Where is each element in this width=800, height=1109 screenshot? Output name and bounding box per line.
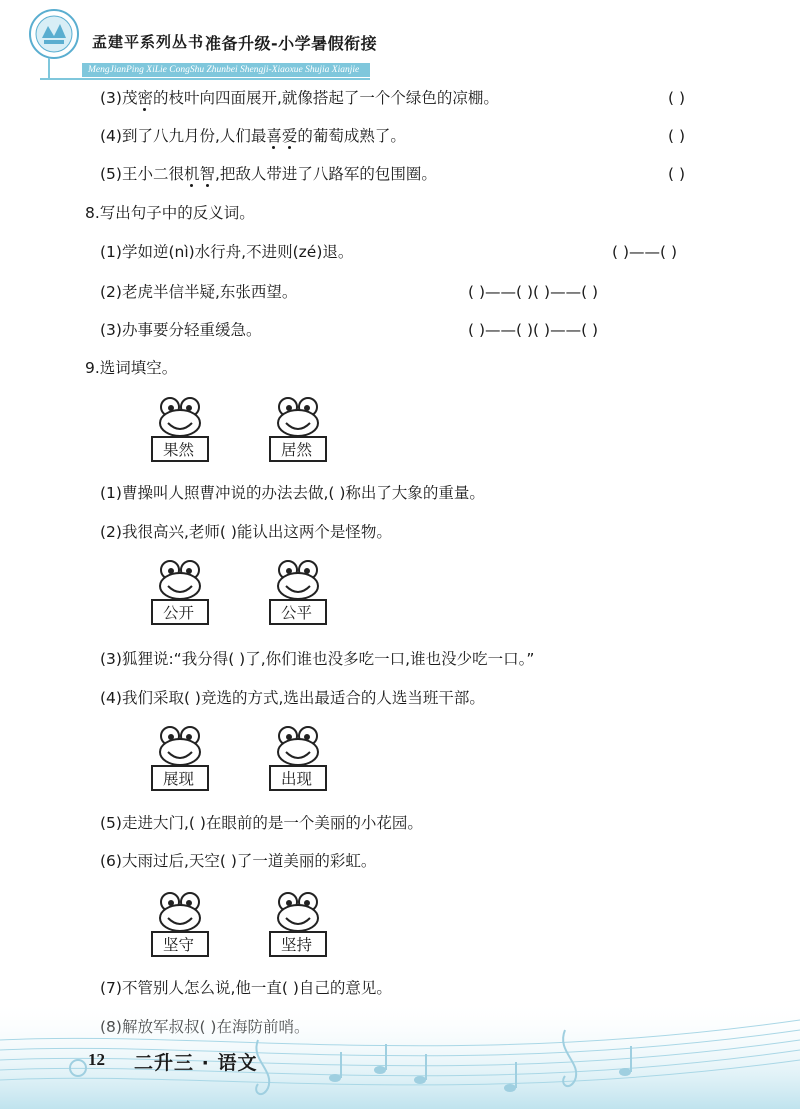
q7-item-4-text-end: 的葡萄成熟了。 bbox=[297, 127, 406, 145]
series-name: 孟建平系列丛书 bbox=[92, 33, 205, 51]
q9-item-4: (4)我们采取( )竞选的方式,选出最适合的人选当班干部。 bbox=[100, 689, 485, 707]
answer-parens[interactable]: ( )——( ) bbox=[612, 243, 678, 261]
frog-card bbox=[150, 558, 210, 626]
q7-item-5 bbox=[100, 163, 437, 185]
word-card-label: 公平 bbox=[281, 604, 313, 622]
publisher-logo bbox=[28, 8, 80, 60]
answer-parens[interactable]: ( ) bbox=[668, 165, 686, 183]
header-rule bbox=[40, 78, 370, 80]
q7-item-5-text: (5)王小二很 bbox=[100, 165, 184, 183]
answer-parens[interactable]: ( )——( )( )——( ) bbox=[468, 321, 599, 339]
q9-item-5: (5)走进大门,( )在眼前的是一个美丽的小花园。 bbox=[100, 814, 423, 832]
emphasized-word: 喜爱 bbox=[266, 127, 297, 145]
word-card-label: 果然 bbox=[163, 441, 195, 459]
frog-card bbox=[150, 724, 210, 792]
q8-item-3: (3)办事要分轻重缓急。 bbox=[100, 321, 262, 339]
emphasized-word: 密 bbox=[137, 89, 153, 107]
q9-item-7: (7)不管别人怎么说,他一直( )自己的意见。 bbox=[100, 979, 392, 997]
header-vertical-rule bbox=[48, 58, 50, 80]
word-card-label: 公开 bbox=[163, 604, 195, 622]
word-card-label: 居然 bbox=[281, 441, 313, 459]
q8-item-2: (2)老虎半信半疑,东张西望。 bbox=[100, 283, 298, 301]
word-card-label: 坚持 bbox=[281, 936, 313, 954]
q9-item-3: (3)狐狸说:“我分得( )了,你们谁也没多吃一口,谁也没少吃一口。” bbox=[100, 650, 535, 668]
frog-card bbox=[150, 890, 210, 958]
answer-parens[interactable]: ( )——( )( )——( ) bbox=[468, 283, 599, 301]
page-number: 12 bbox=[88, 1050, 105, 1069]
emphasized-word: 机智 bbox=[184, 165, 215, 183]
frog-card bbox=[150, 395, 210, 463]
q7-item-5-text-end: ,把敌人带进了八路军的包围圈。 bbox=[214, 165, 437, 183]
book-title: 准备升级-小学暑假衔接 bbox=[205, 34, 378, 53]
q7-item-4-text: (4)到了八九月份,人们最 bbox=[100, 127, 267, 145]
music-staff-decoration bbox=[0, 1000, 800, 1109]
frog-card bbox=[268, 558, 328, 626]
q7-item-3-text-end: 的枝叶向四面展开,就像搭起了一个个绿色的凉棚。 bbox=[152, 89, 499, 107]
page-header bbox=[0, 0, 800, 90]
q7-item-3-text: (3)茂 bbox=[100, 89, 138, 107]
answer-parens[interactable]: ( ) bbox=[668, 127, 686, 145]
frog-card bbox=[268, 395, 328, 463]
grade-subject-label: 二升三 · 语文 bbox=[134, 1052, 258, 1074]
word-card-label: 展现 bbox=[163, 770, 195, 788]
q9-item-6: (6)大雨过后,天空( )了一道美丽的彩虹。 bbox=[100, 852, 377, 870]
answer-parens[interactable]: ( ) bbox=[668, 89, 686, 107]
word-card-label: 坚守 bbox=[163, 936, 195, 954]
q9-item-1: (1)曹操叫人照曹冲说的办法去做,( )称出了大象的重量。 bbox=[100, 484, 485, 502]
q7-item-3 bbox=[100, 87, 499, 109]
frog-card bbox=[268, 890, 328, 958]
q9-item-2: (2)我很高兴,老师( )能认出这两个是怪物。 bbox=[100, 523, 392, 541]
pinyin-banner: MengJianPing XiLie CongShu Zhunbei Shengji-Xiaoxue Shujia Xianjie bbox=[82, 63, 370, 77]
q9-title: 9.选词填空。 bbox=[85, 359, 178, 377]
q8-item-1: (1)学如逆(nì)水行舟,不进则(zé)退。 bbox=[100, 243, 354, 261]
q8-title: 8.写出句子中的反义词。 bbox=[85, 204, 255, 222]
word-card-label: 出现 bbox=[281, 770, 313, 788]
frog-card bbox=[268, 724, 328, 792]
q7-item-4 bbox=[100, 125, 406, 147]
